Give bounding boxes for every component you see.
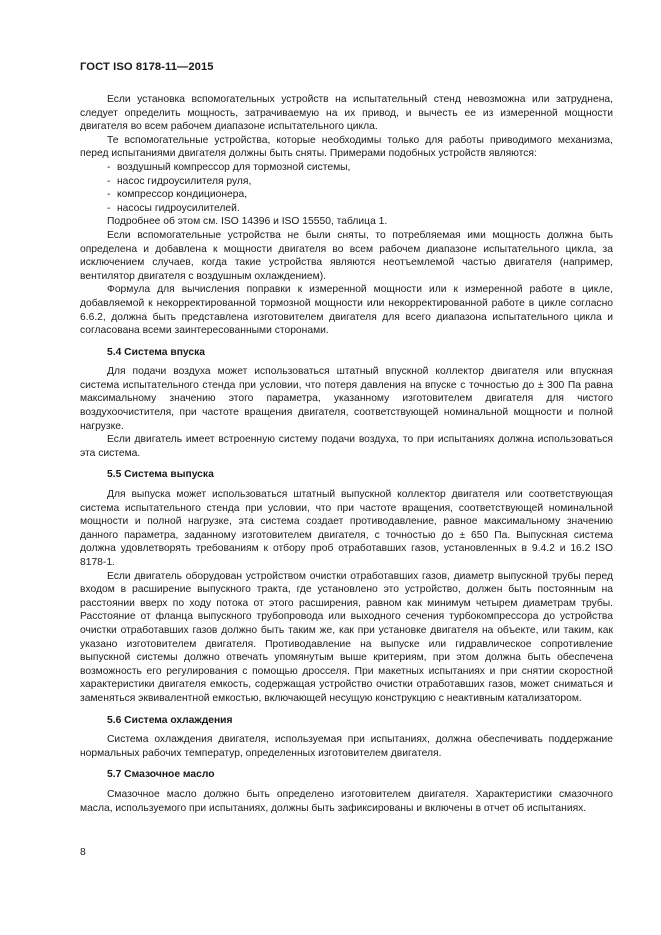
- list-item-text: насос гидроусилителя руля,: [117, 175, 252, 187]
- paragraph: Если установка вспомогательных устройств на испытательный стенд невозможна или затруднена, следует определить мощность, затрачиваемую на их привод, и вычесть ее из измеренной мощности двигателя во всем рабочем диапазоне испытательного цикла.: [80, 94, 613, 133]
- paragraph: Те вспомогательные устройства, которые необходимы только для работы приводимого механизма, перед испытаниями двигателя должны быть сняты. Примерами подобных устройств являются:: [80, 134, 613, 160]
- paragraph: Система охлаждения двигателя, используемая при испытаниях, должна обеспечивать поддержание нормальных рабочих температур, определенных изготовителем двигателя.: [80, 734, 613, 759]
- list-item: - насосы гидроусилителей.: [107, 202, 240, 214]
- paragraph: Если двигатель оборудован устройством очистки отработавших газов, диаметр выпускной трубы перед входом в расширение выпускного тракта, где установлено это устройство, должен быть постоянным на расстоянии вверх по ходу потока от этого расширения, равном как минимум четырем диаметрам трубы. Расстояние от фланца выпускного трубопровода или выходного сечения турбокомпрессора до устройства очистки отработавших газов должно быть таким же, как при установке двигателя на объекте, или таким, как указано изготовителем двигателя. Противодавление на выпуске или гидравлическое сопротивление выпускной системы должно отвечать упомянутым выше критериям, при этом должна быть обеспечена возможность его регулирования с помощью дросселя. При макетных испытаниях и при снятии скоростной характеристики двигателя емкость, содержащая устройство очистки отработавших газов, может сниматься и заменяться эквивалентной емкостью, включающей несущую конструкцию с неактивным катализатором.: [80, 570, 613, 704]
- paragraph: Для подачи воздуха может использоваться штатный впускной коллектор двигателя или впускная система испытательного стенда при условии, что потеря давления на впуске с точностью до ± 300 Па равна максимальному значению этого параметра, указанному изготовителем двигателя для чистого воздухоочистителя, при частоте вращения двигателя, соответствующей номинальной мощности и полной нагрузке.: [80, 366, 613, 432]
- paragraph: Формула для вычисления поправки к измеренной мощности или к измеренной работе в цикле, добавляемой к некорректированной тормозной мощности или некорректированной работе в цикле согласно 6.6.2, должна быть представлена изготовителем двигателя для всего диапазона испытательного цикла и согласована всеми заинтересованными сторонами.: [80, 284, 613, 337]
- section-heading-5-4: 5.4 Система впуска: [107, 346, 205, 358]
- paragraph: Смазочное масло должно быть определено изготовителем двигателя. Характеристики смазочного масла, используемого при испытаниях, должны быть зафиксированы и включены в отчет об испытаниях.: [80, 788, 613, 814]
- paragraph: Если двигатель имеет встроенную систему подачи воздуха, то при испытаниях должна использоваться эта система.: [80, 434, 613, 459]
- section-heading-5-7: 5.7 Смазочное масло: [107, 769, 215, 781]
- document-header: ГОСТ ISO 8178-11—2015: [80, 61, 214, 73]
- list-item-text: насосы гидроусилителей.: [117, 202, 240, 214]
- page-number: 8: [80, 847, 86, 858]
- paragraph: Подробнее об этом см. ISO 14396 и ISO 15550, таблица 1.: [107, 216, 388, 228]
- paragraph: Если вспомогательные устройства не были сняты, то потребляемая ими мощность должна быть определена и добавлена к мощности двигателя во всем рабочем диапазоне испытательного цикла, за исключением случаев, когда такие устройства являются неотъемлемой частью двигателя (например, вентилятор двигателя с воздушным охлаждением).: [80, 229, 613, 282]
- list-item: - насос гидроусилителя руля,: [107, 175, 252, 187]
- list-item: - компрессор кондиционера,: [107, 189, 248, 201]
- auxiliary-devices-list: [80, 161, 613, 215]
- section-heading-5-5: 5.5 Система выпуска: [107, 469, 214, 481]
- list-item-text: воздушный компрессор для тормозной системы,: [117, 161, 351, 173]
- section-heading-5-6: 5.6 Система охлаждения: [107, 714, 233, 726]
- list-item-text: компрессор кондиционера,: [117, 189, 248, 201]
- list-item: - воздушный компрессор для тормозной системы,: [107, 161, 351, 173]
- paragraph: Для выпуска может использоваться штатный выпускной коллектор двигателя или соответствующая система испытательного стенда при условии, что при частоте вращения, соответствующей номинальной мощности и полной нагрузке, эта система создает противодавление, равное максимальному значению данного параметра, заданному изготовителем двигателя, с точностью до ± 650 Па. Выпускная система должна удовлетворять требованиям к отбору проб отработавших газов, установленных в 9.4.2 и 16.2 ISO 8178-1.: [80, 489, 613, 568]
- document-body: [80, 93, 613, 815]
